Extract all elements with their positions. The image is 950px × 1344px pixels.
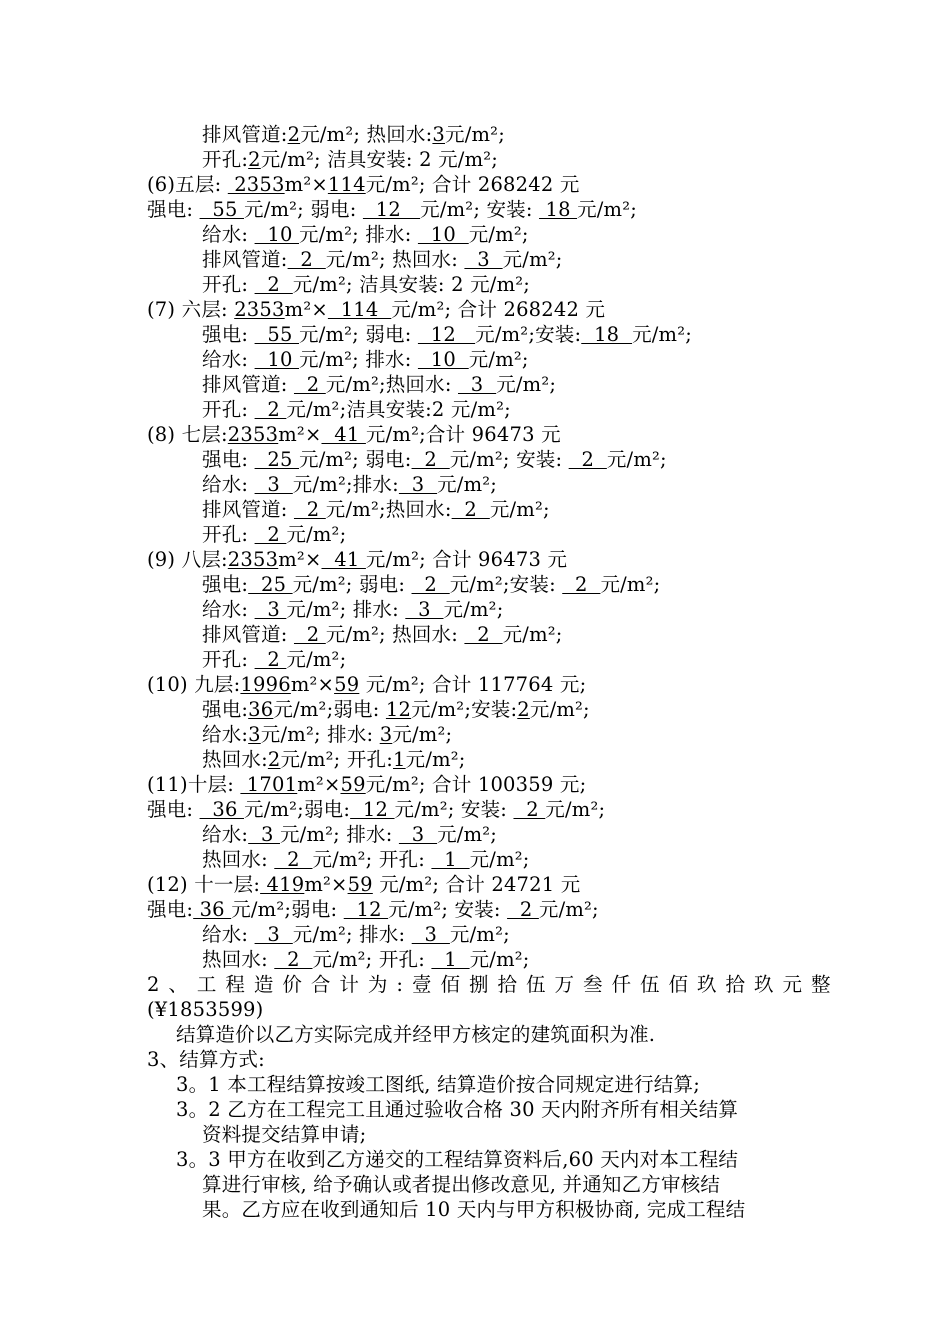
document-line xyxy=(202,1172,720,1197)
line-text: 元/m²; 弱电: xyxy=(292,573,412,596)
line-text: 元/m²; 合计 117764 元; xyxy=(359,673,587,696)
document-line xyxy=(202,622,563,647)
document-line xyxy=(147,797,605,822)
underlined-value: 2 xyxy=(293,373,326,396)
line-text: 元/m²; xyxy=(286,648,347,671)
underlined-value: 3 xyxy=(432,123,446,146)
line-text: 结算造价以乙方实际完成并经甲方核定的建筑面积为准. xyxy=(176,1023,656,1046)
line-text: 强电: xyxy=(147,198,200,221)
document-line xyxy=(202,397,511,422)
line-text: 元/m²;热回水: xyxy=(325,498,452,521)
underlined-value: 1 xyxy=(431,948,470,971)
underlined-value: 25 xyxy=(248,573,293,596)
underlined-value: 419 xyxy=(260,873,305,896)
line-text: 给水: xyxy=(202,473,255,496)
line-text: 元/m²; 排水: xyxy=(279,823,399,846)
underlined-value: 114 xyxy=(327,298,392,321)
line-text: 元/m²; 排水: xyxy=(299,348,418,371)
line-text: 元/m²; 排水: xyxy=(260,723,380,746)
line-text: 排风管道: xyxy=(202,248,288,271)
line-text: 元/m²;洁具安装:2 元/m²; xyxy=(286,398,511,421)
line-text: (6)五层: xyxy=(147,173,228,196)
line-text: 给水: xyxy=(202,723,249,746)
document-line xyxy=(147,422,561,447)
line-text: 元/m²; xyxy=(600,573,661,596)
line-text: 给水: xyxy=(202,348,255,371)
underlined-value: 1 xyxy=(393,748,406,771)
line-text: 元/m²; 合计 268242 元 xyxy=(391,298,606,321)
line-text: 元/m²; xyxy=(538,898,599,921)
line-text: 元/m²; 热回水: xyxy=(300,123,433,146)
underlined-value: 2 xyxy=(287,123,301,146)
underlined-value: 2 xyxy=(513,798,546,821)
line-text: 元/m²;排水: xyxy=(292,473,399,496)
line-text: 元/m²; xyxy=(468,223,529,246)
line-text: 元/m²; 热回水: xyxy=(325,623,465,646)
line-text: 元/m²; xyxy=(443,598,504,621)
line-text: 元/m²;安装: xyxy=(449,573,563,596)
underlined-value: 59 xyxy=(340,773,366,796)
document-line xyxy=(202,847,530,872)
line-text: 元/m²; 安装: xyxy=(388,898,508,921)
underlined-value: 2 xyxy=(254,273,293,296)
line-text: 3。3 甲方在收到乙方递交的工程结算资料后,60 天内对本工程结 xyxy=(176,1148,739,1171)
line-text: 排风管道: xyxy=(202,623,294,646)
line-text: 元/m²; 洁具安装: 2 元/m²; xyxy=(260,148,499,171)
document-line xyxy=(147,772,586,797)
underlined-value: 2 xyxy=(568,448,607,471)
document-line xyxy=(202,722,452,747)
underlined-value: 3 xyxy=(248,823,280,846)
underlined-value: 55 xyxy=(254,323,299,346)
underlined-value: 2 xyxy=(248,148,261,171)
line-text: m²× xyxy=(304,873,348,896)
line-text: 元/m²; xyxy=(577,198,638,221)
line-text: m²× xyxy=(284,173,328,196)
line-text: 元/m²; 开孔: xyxy=(312,948,432,971)
line-text: 开孔: xyxy=(202,398,255,421)
underlined-value: 41 xyxy=(321,548,366,571)
underlined-value: 12 xyxy=(385,698,412,721)
underlined-value: 3 xyxy=(398,823,438,846)
line-text: 给水: xyxy=(202,223,255,246)
line-text: 元/m²; xyxy=(449,923,510,946)
underlined-value: 2353 xyxy=(227,548,279,571)
underlined-value: 2 xyxy=(507,898,539,921)
underlined-value: 10 xyxy=(417,348,469,371)
underlined-value: 2 xyxy=(254,648,287,671)
document-line xyxy=(202,322,692,347)
document-line xyxy=(202,272,530,297)
line-text: 开孔: xyxy=(202,273,255,296)
line-text: (11)十层: xyxy=(147,773,241,796)
line-text: 元/m²; xyxy=(445,123,505,146)
underlined-value: 10 xyxy=(254,348,299,371)
underlined-value: 3 xyxy=(411,923,450,946)
line-text: (8) 七层: xyxy=(147,423,228,446)
document-line xyxy=(176,1147,738,1172)
underlined-value: 2353 xyxy=(234,298,285,321)
line-text: 元/m²; xyxy=(632,323,693,346)
line-text: m²× xyxy=(290,673,335,696)
line-text: 元/m²; 安装: xyxy=(449,448,569,471)
underlined-value: 2 xyxy=(293,498,326,521)
underlined-value: 18 xyxy=(539,198,578,221)
line-text: 元/m²;弱电: xyxy=(273,698,386,721)
document-line xyxy=(202,822,497,847)
underlined-value: 12 xyxy=(417,323,476,346)
line-text: 元/m²; 合计 100359 元; xyxy=(365,773,587,796)
document-line xyxy=(202,472,497,497)
underlined-value: 2 xyxy=(293,623,326,646)
line-text: 热回水: xyxy=(202,848,275,871)
line-text: 元/m²; 排水: xyxy=(292,923,412,946)
underlined-value: 2 xyxy=(274,848,313,871)
underlined-value: 12 xyxy=(350,798,395,821)
document-line xyxy=(147,1047,265,1072)
underlined-value: 114 xyxy=(327,173,366,196)
underlined-value: 36 xyxy=(199,798,244,821)
line-text: 果。乙方应在收到通知后 10 天内与甲方积极协商, 完成工程结 xyxy=(202,1198,746,1221)
document-line xyxy=(202,347,529,372)
line-text: 给水: xyxy=(202,923,255,946)
line-text: 元/m²; 合计 268242 元 xyxy=(365,173,580,196)
underlined-value: 2 xyxy=(287,248,326,271)
underlined-value: 2 xyxy=(411,448,450,471)
line-text: 开孔: xyxy=(202,648,255,671)
underlined-value: 2 xyxy=(274,948,313,971)
line-text: (10) 九层: xyxy=(147,673,241,696)
document-line xyxy=(176,1072,700,1097)
underlined-value: 2 xyxy=(464,623,503,646)
line-text: m²× xyxy=(297,773,341,796)
line-text: 元/m²; xyxy=(392,723,453,746)
line-text: 元/m²; xyxy=(405,748,466,771)
document-line xyxy=(202,1122,366,1147)
line-text: 元/m²; xyxy=(529,698,590,721)
underlined-value: 3 xyxy=(254,923,293,946)
line-text: 元/m²; 弱电: xyxy=(299,448,412,471)
line-text: 排风管道: xyxy=(202,123,288,146)
document-line xyxy=(147,172,580,197)
line-text: 元/m²; 合计 96473 元 xyxy=(365,548,568,571)
line-text: 给水: xyxy=(202,598,255,621)
underlined-value: 2353 xyxy=(227,423,279,446)
document-line xyxy=(147,897,599,922)
line-text: 排风管道: xyxy=(202,373,294,396)
underlined-value: 3 xyxy=(254,598,287,621)
document-line xyxy=(202,247,563,272)
document-line xyxy=(176,1097,738,1122)
line-text: 3。2 乙方在工程完工且通过验收合格 30 天内附齐所有相关结算 xyxy=(176,1098,739,1121)
underlined-value: 3 xyxy=(405,598,444,621)
line-text: 热回水: xyxy=(202,748,268,771)
underlined-value: 2 xyxy=(254,523,287,546)
underlined-value: 3 xyxy=(379,723,393,746)
underlined-value: 36 xyxy=(248,698,274,721)
line-text: (12) 十一层: xyxy=(147,873,261,896)
underlined-value: 25 xyxy=(254,448,299,471)
document-line xyxy=(202,697,590,722)
line-text: 资料提交结算申请; xyxy=(202,1123,367,1146)
line-text: 元/m²; xyxy=(545,798,606,821)
underlined-value: 41 xyxy=(321,423,366,446)
underlined-value: 3 xyxy=(458,373,497,396)
underlined-value: 1996 xyxy=(240,673,291,696)
document-line xyxy=(202,922,510,947)
line-text: 元/m²; xyxy=(496,373,557,396)
document-line xyxy=(202,947,530,972)
document-line xyxy=(147,297,605,322)
line-text: 元/m²;合计 96473 元 xyxy=(365,423,561,446)
line-text: 元/m²;弱电: xyxy=(244,798,351,821)
line-text: 强电: xyxy=(147,798,200,821)
underlined-value: 55 xyxy=(199,198,244,221)
line-text: 3、结算方式: xyxy=(147,1048,265,1071)
line-text: 元/m²; xyxy=(437,473,498,496)
line-text: 强电: xyxy=(202,573,249,596)
document-line xyxy=(202,147,498,172)
underlined-value: 2353 xyxy=(227,173,285,196)
line-text: m²× xyxy=(278,423,322,446)
document-line xyxy=(202,372,556,397)
line-text: 给水: xyxy=(202,823,249,846)
document-line xyxy=(202,647,346,672)
line-text: 元/m²; xyxy=(468,348,529,371)
line-text: 元/m²; 合计 24721 元 xyxy=(372,873,581,896)
line-text: 元/m²;安装: xyxy=(411,698,518,721)
line-text: 元/m²;弱电: xyxy=(231,898,344,921)
underlined-value: 59 xyxy=(334,673,360,696)
line-text: m²× xyxy=(284,298,328,321)
line-text: 元/m²;安装: xyxy=(475,323,582,346)
line-text: m²× xyxy=(278,548,322,571)
underlined-value: 2 xyxy=(562,573,601,596)
line-text: 元/m²; xyxy=(437,823,498,846)
line-text: 元/m²; 开孔: xyxy=(280,748,394,771)
line-text: 元/m²; xyxy=(286,523,347,546)
line-text: 元/m²; 安装: xyxy=(420,198,540,221)
line-text: 元/m²; xyxy=(469,848,530,871)
line-text: 元/m²; 弱电: xyxy=(244,198,363,221)
line-text: 热回水: xyxy=(202,948,275,971)
document-line xyxy=(202,522,346,547)
line-text: 元/m²; 开孔: xyxy=(312,848,432,871)
underlined-value: 2 xyxy=(411,573,450,596)
underlined-value: 1 xyxy=(431,848,470,871)
underlined-value: 3 xyxy=(248,723,261,746)
underlined-value: 2 xyxy=(451,498,490,521)
line-text: 强电: xyxy=(147,898,194,921)
line-text: 强电: xyxy=(202,323,255,346)
document-line xyxy=(202,222,529,247)
line-text: (9) 八层: xyxy=(147,548,228,571)
line-text: 排风管道: xyxy=(202,498,294,521)
underlined-value: 12 xyxy=(362,198,421,221)
document-line xyxy=(147,547,567,572)
line-text: 2、工程造价合计为:壹佰捌拾伍万叁仟伍佰玖拾玖元整 xyxy=(147,973,840,996)
underlined-value: 2 xyxy=(517,698,530,721)
line-text: (7) 六层: xyxy=(147,298,235,321)
document-line xyxy=(202,497,550,522)
underlined-value: 10 xyxy=(417,223,469,246)
underlined-value: 12 xyxy=(343,898,389,921)
line-text: 元/m²; 热回水: xyxy=(325,248,465,271)
line-text: 元/m²; 弱电: xyxy=(299,323,418,346)
line-text: 元/m²; xyxy=(606,448,667,471)
line-text: 元/m²; xyxy=(489,498,550,521)
line-text: 强电: xyxy=(202,448,255,471)
line-text: 元/m²; xyxy=(502,623,563,646)
line-text: 开孔: xyxy=(202,148,249,171)
document-line xyxy=(176,1022,655,1047)
underlined-value: 2 xyxy=(254,398,287,421)
line-text: 元/m²; 洁具安装: 2 元/m²; xyxy=(292,273,531,296)
underlined-value: 59 xyxy=(347,873,373,896)
document-line xyxy=(202,122,505,147)
underlined-value: 18 xyxy=(581,323,633,346)
line-text: 元/m²; xyxy=(469,948,530,971)
underlined-value: 3 xyxy=(464,248,503,271)
line-text: 强电: xyxy=(202,698,249,721)
line-text: (¥1853599) xyxy=(147,998,264,1021)
line-text: 元/m²; 排水: xyxy=(286,598,406,621)
underlined-value: 3 xyxy=(398,473,438,496)
document-line xyxy=(202,747,466,772)
document-line xyxy=(202,572,660,597)
document-line xyxy=(202,597,503,622)
document-line xyxy=(147,972,840,997)
document-line xyxy=(147,672,586,697)
line-text: 元/m²; 安装: xyxy=(394,798,514,821)
underlined-value: 36 xyxy=(193,898,232,921)
line-text: 算进行审核, 给予确认或者提出修改意见, 并通知乙方审核结 xyxy=(202,1173,721,1196)
underlined-value: 1701 xyxy=(240,773,298,796)
line-text: 元/m²; xyxy=(502,248,563,271)
underlined-value: 2 xyxy=(267,748,281,771)
document-line xyxy=(202,447,667,472)
document-line xyxy=(147,872,580,897)
document-line xyxy=(202,1197,745,1222)
underlined-value: 10 xyxy=(254,223,299,246)
line-text: 元/m²; 排水: xyxy=(299,223,418,246)
underlined-value: 3 xyxy=(254,473,293,496)
line-text: 元/m²;热回水: xyxy=(325,373,458,396)
line-text: 3。1 本工程结算按竣工图纸, 结算造价按合同规定进行结算; xyxy=(176,1073,700,1096)
document-line xyxy=(147,197,637,222)
document-line xyxy=(147,997,263,1022)
line-text: 开孔: xyxy=(202,523,255,546)
